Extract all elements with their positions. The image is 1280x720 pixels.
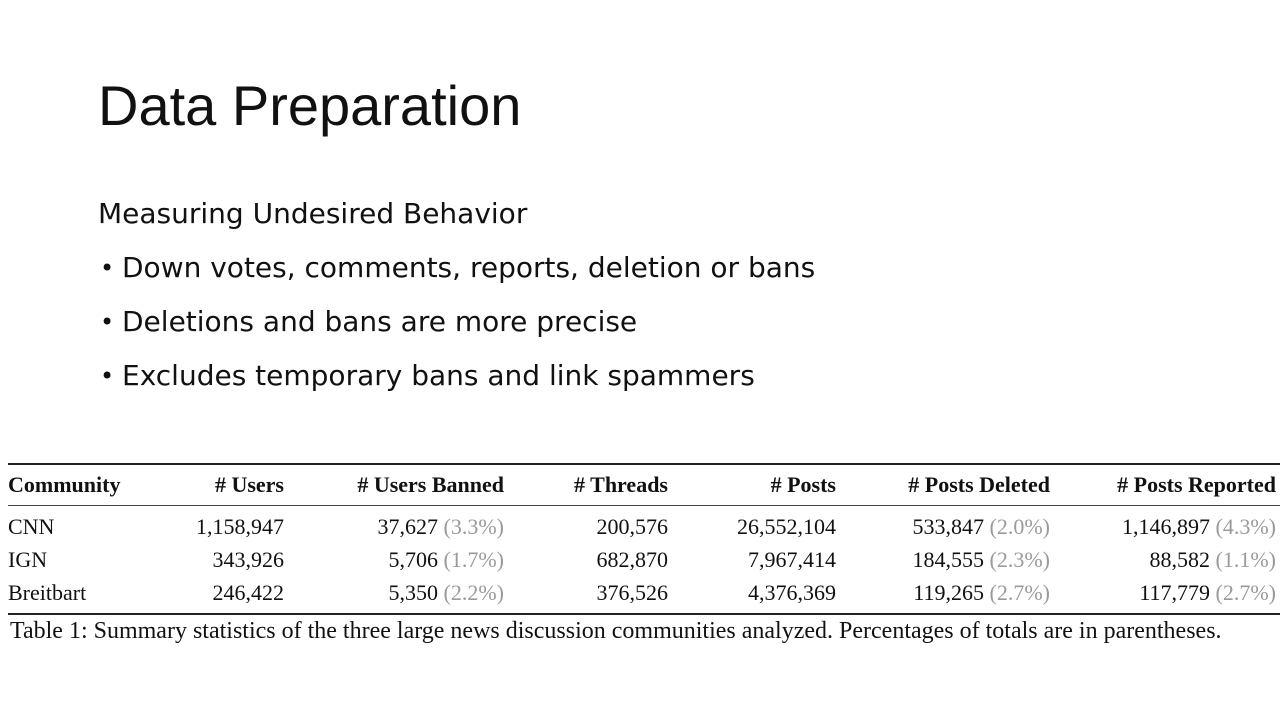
cell-posts-deleted [840,576,1054,614]
bullet-dot-icon: • [100,254,115,282]
posts-deleted-value: 119,265 [913,579,985,605]
cell-community: CNN [8,513,55,539]
users-banned-pct: (3.3%) [443,513,504,539]
cell-threads: 200,576 [596,513,668,539]
column-header-posts: # Posts [672,464,840,506]
cell-posts-reported [1054,506,1280,544]
cell-users: 1,158,947 [196,513,284,539]
bullet-dot-icon: • [100,308,115,336]
stats-table [8,463,1280,615]
cell-community: IGN [8,546,48,572]
posts-deleted-value: 184,555 [912,546,985,572]
posts-reported-value: 117,779 [1139,579,1211,605]
cell-users-banned [288,506,508,544]
posts-deleted-pct: (2.3%) [989,546,1050,572]
cell-threads: 376,526 [596,579,668,605]
users-banned-value: 5,706 [388,546,439,572]
users-banned-value: 37,627 [377,513,439,539]
cell-users: 246,422 [212,579,284,605]
cell-users-banned [288,543,508,576]
cell-community: Breitbart [8,579,87,605]
cell-posts-reported [1054,543,1280,576]
column-header-threads: # Threads [508,464,672,506]
posts-reported-pct: (4.3%) [1215,513,1276,539]
posts-reported-pct: (1.1%) [1215,546,1276,572]
bullet-item [98,300,815,354]
cell-threads: 682,870 [596,546,668,572]
posts-reported-value: 88,582 [1149,546,1211,572]
posts-reported-pct: (2.7%) [1215,579,1276,605]
posts-reported-value: 1,146,897 [1122,513,1211,539]
users-banned-pct: (2.2%) [443,579,504,605]
users-banned-value: 5,350 [388,579,439,605]
bullet-list [98,246,815,408]
cell-users-banned [288,576,508,614]
column-header-posts-deleted: # Posts Deleted [840,464,1054,506]
bullet-text: Excludes temporary bans and link spammers [122,359,755,392]
column-header-users-banned: # Users Banned [288,464,508,506]
column-header-community: Community [8,464,158,506]
bullet-item [98,246,815,300]
slide-title: Data Preparation [98,74,522,137]
cell-posts: 4,376,369 [748,579,836,605]
table-caption: Table 1: Summary statistics of the three large news discussion communities analyzed. Percentages of totals are in parentheses. [10,618,1222,644]
users-banned-pct: (1.7%) [443,546,504,572]
table-row [8,506,1280,544]
cell-posts: 26,552,104 [737,513,836,539]
posts-deleted-value: 533,847 [912,513,985,539]
cell-posts-deleted [840,506,1054,544]
cell-users: 343,926 [212,546,284,572]
table-row [8,576,1280,614]
slide-body [98,192,815,408]
stats-table-container [8,463,1280,615]
posts-deleted-pct: (2.0%) [989,513,1050,539]
cell-posts-deleted [840,543,1054,576]
cell-posts: 7,967,414 [748,546,836,572]
subheading: Measuring Undesired Behavior [98,197,528,230]
column-header-users: # Users [158,464,288,506]
bullet-text: Deletions and bans are more precise [122,305,638,338]
table-header-row [8,464,1280,506]
bullet-text: Down votes, comments, reports, deletion or bans [122,251,816,284]
posts-deleted-pct: (2.7%) [989,579,1050,605]
cell-posts-reported [1054,576,1280,614]
column-header-posts-reported: # Posts Reported [1054,464,1280,506]
bullet-dot-icon: • [100,362,115,390]
bullet-item [98,354,815,408]
table-row [8,543,1280,576]
